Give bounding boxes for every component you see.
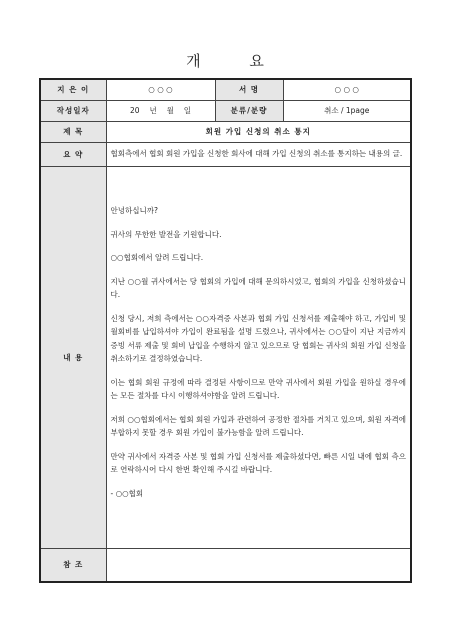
reference-label: 참 조	[40, 548, 106, 582]
document-title: 개 요	[186, 52, 286, 70]
row-content	[40, 166, 411, 548]
row-author	[40, 79, 411, 100]
author-label: 지 은 이	[40, 79, 106, 100]
summary-value: 협회측에서 협회 회원 가입을 신청한 회사에 대해 가입 신청의 취소를 통지하는 내용의 글.	[106, 142, 411, 166]
content-signoff: - ○○협회	[110, 488, 144, 498]
signature-value: ○ ○ ○	[283, 79, 411, 100]
content-paragraph: 만약 귀사에서 자격증 사본 및 협회 가입 신청서를 제출하셨다면, 빠른 시일 내에 협회 측으로 연락하시어 다시 한번 확인해 주시길 바랍니다.	[110, 451, 406, 474]
content-body	[106, 166, 411, 548]
category-label: 분류/분량	[215, 100, 283, 121]
subject-value: 회원 가입 신청의 취소 통지	[106, 121, 411, 142]
content-paragraph: 안녕하십니까?	[110, 206, 158, 215]
author-value: ○ ○ ○	[106, 79, 215, 100]
category-value: 취소 / 1page	[283, 100, 411, 121]
reference-value	[106, 548, 411, 582]
row-date	[40, 100, 411, 121]
subject-label: 제 목	[40, 121, 106, 142]
document-form	[39, 78, 412, 583]
row-summary	[40, 142, 411, 166]
content-paragraph: ○○협회에서 알려 드립니다.	[110, 253, 204, 262]
row-subject	[40, 121, 411, 142]
content-paragraph: 신청 당시, 저희 측에서는 ○○자격증 사본과 협회 가입 신청서를 제출해야 하고, 가입비 및 월회비를 납입하셔야 가입이 완료됨을 설명 드렸으나, 귀사에서는 ○○달이 지난 지금까지 증빙 서류 제출 및 회비 납입을 수행하지 않고 있으므로 당 협회는 귀사의 회원 가입 신청을 취소하기로 결정하였습니다.	[110, 313, 406, 363]
date-label: 작성일자	[40, 100, 106, 121]
content-paragraph: 이는 협회 회원 규정에 따라 결정된 사항이므로 만약 귀사에서 회원 가입을 원하실 경우에는 모든 절차를 다시 이행하셔야함을 알려 드립니다.	[110, 377, 406, 400]
content-paragraph: 귀사의 무한한 발전을 기원합니다.	[110, 229, 222, 239]
summary-label: 요 약	[40, 142, 106, 166]
date-value: 20 년 월 일	[106, 100, 215, 121]
row-reference	[40, 548, 411, 582]
content-label: 내 용	[40, 166, 106, 548]
content-paragraph: 저희 ○○협회에서는 협회 회원 가입과 관련하여 공정한 절차를 거치고 있으며, 회원 자격에 부합하지 못할 경우 회원 가입이 불가능함을 알려 드립니다.	[110, 414, 406, 437]
content-paragraph: 지난 ○○월 귀사에서는 당 협회의 가입에 대해 문의하시었고, 협회의 가입을 신청하셨습니다.	[110, 276, 406, 299]
signature-label: 서 명	[215, 79, 283, 100]
